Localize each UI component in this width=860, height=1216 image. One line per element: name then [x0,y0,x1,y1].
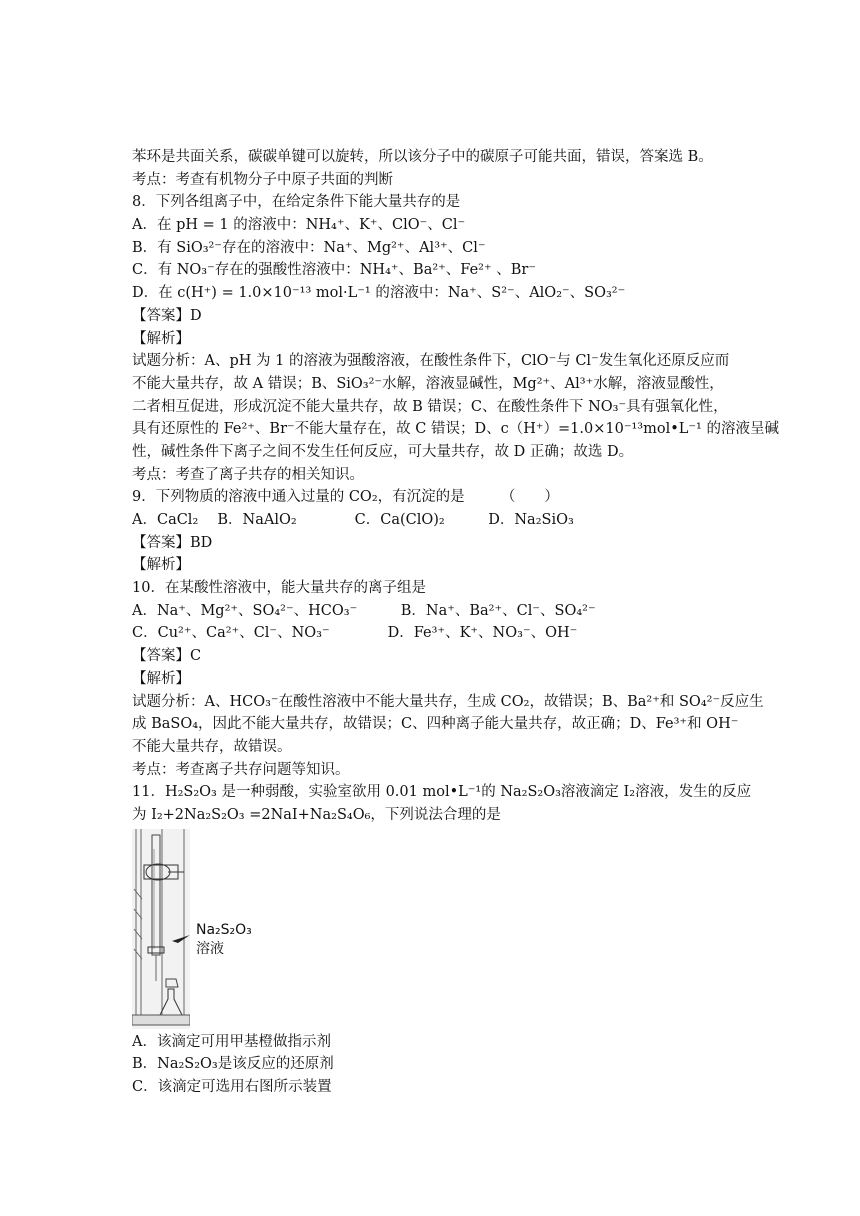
figure-label-formula: Na₂S₂O₃ [196,921,252,938]
option-c: C．有 NO₃⁻存在的强酸性溶液中：NH₄⁺、Ba²⁺、Fe²⁺ 、Br⁻ [132,262,536,279]
text-line: 不能大量共存，故 A 错误；B、SiO₃²⁻水解，溶液显碱性，Mg²⁺、Al³⁺水解，溶液显酸性， [132,375,724,392]
text-line: 成 BaSO₄，因此不能大量共存，故错误；C、四种离子能大量共存，故正确；D、Fe³⁺和 OH⁻ [132,716,739,733]
text-line: 试题分析：A、HCO₃⁻在酸性溶液中不能大量共存，生成 CO₂，故错误；B、Ba²⁺和 SO₄²⁻反应生 [132,693,764,710]
answer: 【答案】D [132,307,202,324]
text-line: 考点：考查了离子共存的相关知识。 [132,466,364,483]
option-a: A．在 pH = 1 的溶液中：NH₄⁺、K⁺、ClO⁻、Cl⁻ [132,217,466,234]
analysis-heading: 【解析】 [132,670,190,687]
answer: 【答案】BD [132,534,213,551]
document-page [132,146,779,1099]
option-b: B．有 SiO₃²⁻存在的溶液中：Na⁺、Mg²⁺、Al³⁺、Cl⁻ [132,239,486,256]
question-9-stem: 9．下列物质的溶液中通入过量的 CO₂，有沉淀的是 （ ） [132,489,559,506]
option-d: D．在 c(H⁺) = 1.0×10⁻¹³ mol·L⁻¹ 的溶液中：Na⁺、S²⁻、AlO₂⁻、SO₃²⁻ [132,285,626,302]
text-line: 试题分析：A、pH 为 1 的溶液为强酸溶液，在酸性条件下，ClO⁻与 Cl⁻发生氧化还原反应而 [132,353,730,370]
text-line: 二者相互促进，形成沉淀不能大量共存，故 B 错误；C、在酸性条件下 NO₃⁻具有强氧化性， [132,398,728,415]
text-line: 不能大量共存，故错误。 [132,738,292,755]
burette-stand-icon [132,829,190,1029]
answer: 【答案】C [132,648,202,665]
titration-apparatus-figure [132,829,252,1029]
text-line: 考点：考查离子共存问题等知识。 [132,761,350,778]
text-line: 考点：考查有机物分子中原子共面的判断 [132,171,393,188]
figure-label [196,921,252,959]
question-10-options-cd: C．Cu²⁺、Ca²⁺、Cl⁻、NO₃⁻ D．Fe³⁺、K⁺、NO₃⁻、OH⁻ [132,625,578,642]
option-c: C．该滴定可选用右图所示装置 [132,1079,332,1095]
question-9-options: A．CaCl₂ B．NaAlO₂ C．Ca(ClO)₂ D．Na₂SiO₃ [132,512,574,528]
figure-label-solution: 溶液 [196,940,224,957]
question-8-stem: 8．下列各组离子中，在给定条件下能大量共存的是 [132,194,461,211]
question-11-stem: 11．H₂S₂O₃ 是一种弱酸，实验室欲用 0.01 mol•L⁻¹的 Na₂S₂O₃溶液滴定 I₂溶液，发生的反应 [132,784,752,801]
option-b: B．Na₂S₂O₃是该反应的还原剂 [132,1056,334,1073]
option-a: A．该滴定可用甲基橙做指示剂 [132,1033,331,1050]
question-10-stem: 10．在某酸性溶液中，能大量共存的离子组是 [132,580,426,597]
analysis-heading: 【解析】 [132,557,190,574]
text-line: 具有还原性的 Fe²⁺、Br⁻不能大量存在，故 C 错误；D、c（H⁺）=1.0×10⁻¹³mol•L⁻¹ 的溶液呈碱 [132,421,779,438]
question-11-stem-cont: 为 I₂+2Na₂S₂O₃ =2NaI+Na₂S₄O₆，下列说法合理的是 [132,806,501,823]
analysis-heading: 【解析】 [132,330,190,347]
text-line: 性，碱性条件下离子之间不发生任何反应，可大量共存，故 D 正确；故选 D。 [132,443,634,460]
question-10-options-ab: A．Na⁺、Mg²⁺、SO₄²⁻、HCO₃⁻ B．Na⁺、Ba²⁺、Cl⁻、SO₄²⁻ [132,602,596,619]
text-line: 苯环是共面关系，碳碳单键可以旋转，所以该分子中的碳原子可能共面，错误，答案选 B。 [132,149,713,165]
